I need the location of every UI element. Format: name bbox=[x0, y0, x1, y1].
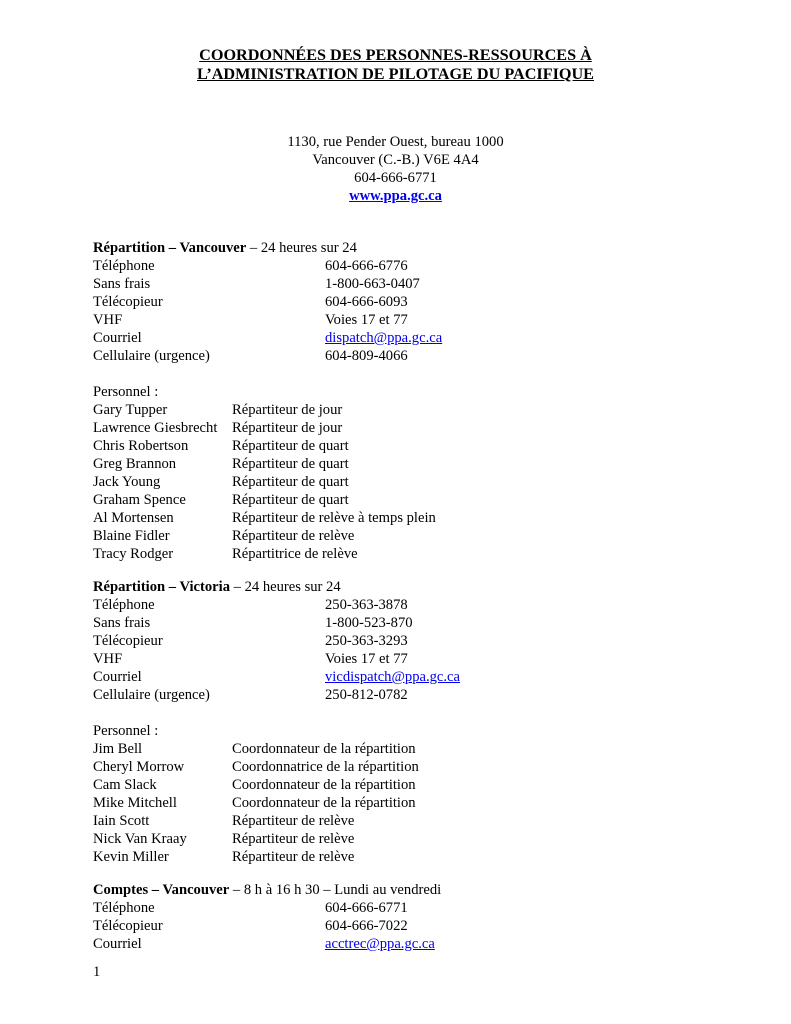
contact-value: Voies 17 et 77 bbox=[325, 651, 408, 667]
title-line-1: COORDONNÉES DES PERSONNES-RESSOURCES À bbox=[199, 46, 592, 64]
personnel-row bbox=[93, 527, 733, 545]
contact-label: VHF bbox=[93, 651, 123, 667]
vancouver-dispatch-section bbox=[93, 239, 733, 563]
person-name: Blaine Fidler bbox=[93, 528, 170, 544]
person-role: Coordonnateur de la répartition bbox=[232, 795, 416, 811]
heading-bold: Répartition – Victoria bbox=[93, 579, 230, 595]
contact-row bbox=[93, 899, 733, 917]
person-name: Iain Scott bbox=[93, 813, 150, 829]
contact-label: Sans frais bbox=[93, 615, 151, 631]
personnel-row bbox=[93, 473, 733, 491]
contact-row bbox=[93, 293, 733, 311]
contact-value: 250-363-3878 bbox=[325, 597, 408, 613]
person-name: Jim Bell bbox=[93, 741, 143, 757]
person-name: Gary Tupper bbox=[93, 402, 168, 418]
contact-value: 604-666-7022 bbox=[325, 918, 408, 934]
contact-value: 604-666-6776 bbox=[325, 258, 408, 274]
contact-value: 250-812-0782 bbox=[325, 687, 408, 703]
personnel-label: Personnel : bbox=[93, 723, 159, 739]
contact-value: 604-666-6093 bbox=[325, 294, 408, 310]
person-role: Répartiteur de relève bbox=[232, 528, 355, 544]
person-role: Répartiteur de relève à temps plein bbox=[232, 510, 436, 526]
contact-value: Voies 17 et 77 bbox=[325, 312, 408, 328]
person-name: Cam Slack bbox=[93, 777, 157, 793]
contact-row bbox=[93, 347, 733, 365]
personnel-row bbox=[93, 740, 733, 758]
address-phone: 604-666-6771 bbox=[354, 170, 437, 186]
personnel-row bbox=[93, 491, 733, 509]
contact-row bbox=[93, 257, 733, 275]
person-name: Mike Mitchell bbox=[93, 795, 177, 811]
personnel-row bbox=[93, 848, 733, 866]
person-role: Répartiteur de relève bbox=[232, 831, 355, 847]
contact-row bbox=[93, 632, 733, 650]
victoria-dispatch-section bbox=[93, 578, 733, 866]
contact-label: Télécopieur bbox=[93, 918, 163, 934]
personnel-row bbox=[93, 758, 733, 776]
address-city: Vancouver (C.-B.) V6E 4A4 bbox=[312, 152, 479, 168]
personnel-row bbox=[93, 812, 733, 830]
person-name: Al Mortensen bbox=[93, 510, 174, 526]
email-link[interactable]: acctrec@ppa.gc.ca bbox=[325, 936, 435, 952]
person-name: Graham Spence bbox=[93, 492, 186, 508]
person-name: Lawrence Giesbrecht bbox=[93, 420, 218, 436]
title-line-2: L’ADMINISTRATION DE PILOTAGE DU PACIFIQUE bbox=[197, 65, 594, 83]
contact-row bbox=[93, 668, 733, 686]
personnel-row bbox=[93, 776, 733, 794]
contact-label: Courriel bbox=[93, 669, 142, 685]
person-name: Cheryl Morrow bbox=[93, 759, 185, 775]
personnel-row bbox=[93, 509, 733, 527]
personnel-row bbox=[93, 830, 733, 848]
contact-label: Télécopieur bbox=[93, 633, 163, 649]
heading-hours: – 8 h à 16 h 30 – Lundi au vendredi bbox=[229, 882, 442, 898]
person-name: Tracy Rodger bbox=[93, 546, 174, 562]
address-block bbox=[0, 133, 791, 205]
contact-label: Téléphone bbox=[93, 900, 155, 916]
person-role: Répartiteur de quart bbox=[232, 492, 349, 508]
contact-label: VHF bbox=[93, 312, 123, 328]
contact-label: Courriel bbox=[93, 330, 142, 346]
personnel-row bbox=[93, 419, 733, 437]
contact-value: 1-800-663-0407 bbox=[325, 276, 420, 292]
heading-hours: – 24 heures sur 24 bbox=[230, 579, 341, 595]
person-role: Coordonnateur de la répartition bbox=[232, 741, 416, 757]
heading-bold: Répartition – Vancouver bbox=[93, 240, 247, 256]
victoria-dispatch-heading bbox=[93, 578, 733, 596]
contact-value: 250-363-3293 bbox=[325, 633, 408, 649]
contact-value: 604-666-6771 bbox=[325, 900, 408, 916]
document-title bbox=[0, 46, 791, 84]
page-number: 1 bbox=[93, 964, 101, 980]
contact-label: Cellulaire (urgence) bbox=[93, 687, 210, 703]
email-link[interactable]: vicdispatch@ppa.gc.ca bbox=[325, 669, 460, 685]
contact-row bbox=[93, 614, 733, 632]
contact-label: Téléphone bbox=[93, 258, 155, 274]
contact-value: 1-800-523-870 bbox=[325, 615, 413, 631]
contact-row bbox=[93, 329, 733, 347]
contact-row bbox=[93, 311, 733, 329]
heading-bold: Comptes – Vancouver bbox=[93, 882, 230, 898]
person-name: Chris Robertson bbox=[93, 438, 189, 454]
personnel-row bbox=[93, 794, 733, 812]
vancouver-dispatch-heading bbox=[93, 239, 733, 257]
person-name: Jack Young bbox=[93, 474, 161, 490]
contact-value: 604-809-4066 bbox=[325, 348, 408, 364]
person-role: Répartiteur de jour bbox=[232, 420, 343, 436]
person-name: Nick Van Kraay bbox=[93, 831, 187, 847]
contact-label: Télécopieur bbox=[93, 294, 163, 310]
person-role: Répartiteur de jour bbox=[232, 402, 343, 418]
contact-row bbox=[93, 935, 733, 953]
contact-label: Sans frais bbox=[93, 276, 151, 292]
contact-label: Cellulaire (urgence) bbox=[93, 348, 210, 364]
person-role: Répartiteur de quart bbox=[232, 438, 349, 454]
accounts-heading bbox=[93, 881, 733, 899]
accounts-section bbox=[93, 881, 733, 953]
person-role: Coordonnatrice de la répartition bbox=[232, 759, 419, 775]
person-name: Greg Brannon bbox=[93, 456, 177, 472]
personnel-label: Personnel : bbox=[93, 384, 159, 400]
address-street: 1130, rue Pender Ouest, bureau 1000 bbox=[287, 134, 504, 150]
contact-row bbox=[93, 917, 733, 935]
personnel-row bbox=[93, 455, 733, 473]
person-role: Répartiteur de relève bbox=[232, 813, 355, 829]
person-role: Répartitrice de relève bbox=[232, 546, 358, 562]
personnel-row bbox=[93, 437, 733, 455]
person-name: Kevin Miller bbox=[93, 849, 169, 865]
contact-label: Téléphone bbox=[93, 597, 155, 613]
email-link[interactable]: dispatch@ppa.gc.ca bbox=[325, 330, 443, 346]
website-link[interactable]: www.ppa.gc.ca bbox=[349, 188, 442, 204]
contact-row bbox=[93, 596, 733, 614]
personnel-row bbox=[93, 401, 733, 419]
contact-row bbox=[93, 686, 733, 704]
person-role: Coordonnateur de la répartition bbox=[232, 777, 416, 793]
person-role: Répartiteur de quart bbox=[232, 474, 349, 490]
heading-hours: – 24 heures sur 24 bbox=[246, 240, 357, 256]
personnel-row bbox=[93, 545, 733, 563]
contact-row bbox=[93, 275, 733, 293]
person-role: Répartiteur de relève bbox=[232, 849, 355, 865]
contact-label: Courriel bbox=[93, 936, 142, 952]
person-role: Répartiteur de quart bbox=[232, 456, 349, 472]
contact-row bbox=[93, 650, 733, 668]
